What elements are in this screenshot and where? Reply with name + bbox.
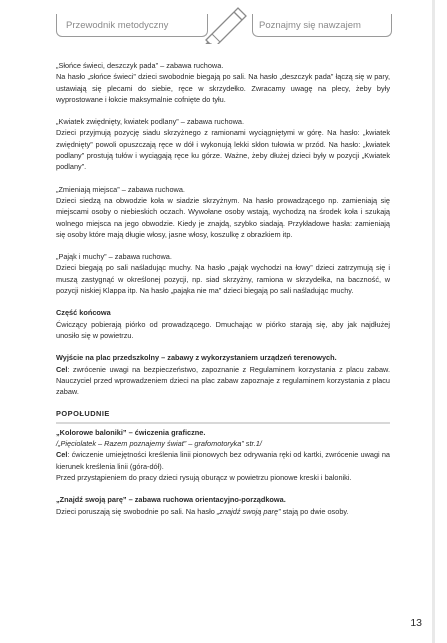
exercise-1-title: „Kolorowe baloniki” – ćwiczenia graficzne. [56, 427, 206, 437]
page-header [0, 0, 447, 46]
goal-label: Cel [56, 364, 68, 374]
exercise-2-title: „Znajdź swoją parę” – zabawa ruchowa orientacyjno-porządkowa. [56, 495, 286, 505]
exercise-1-text: Przed przystąpieniem do pracy dzieci rysują oburącz w powietrzu pionowe kreski i baloniki. [56, 472, 352, 482]
pen-icon [198, 4, 250, 44]
exercise-title: „Pająk i muchy” – zabawa ruchowa. [56, 252, 172, 262]
goal-text: : zwrócenie uwagi na bezpieczeństwo, zapoznanie z Regulaminem korzystania z placu zabaw. Nauczyciel przed wprowadzeniem dzieci na plac zabaw zapoznaje z regulaminem korzystania z placu zabaw. [56, 364, 390, 397]
header-right-title: Poznajmy się nawzajem [259, 20, 361, 31]
outdoor-goal [56, 364, 390, 398]
exercise-1-goal [56, 449, 390, 472]
closing-part-heading: Część końcowa [56, 308, 111, 318]
exercise-title: „Słońce świeci, deszczyk pada” – zabawa ruchowa. [56, 61, 224, 70]
exercise-2-text-c: stają po dwie osoby. [280, 506, 349, 516]
exercise-block [56, 251, 390, 296]
exercise-block [56, 184, 390, 240]
goal-label: Cel [56, 450, 68, 460]
afternoon-section-label: POPOŁUDNIE [56, 408, 390, 423]
exercise-text: Dzieci biegają po sali naśladując muchy. Na hasło „pająk wychodzi na łowy” dzieci zatrzymują się i muszą zastygnąć w określonej pozycji, np. siad skrzyżny, ramiona w skrzydełka, na baczność, w pozycji niskiej Klappa itp. Na hasło „pająka nie ma” dzieci biegają po sali naśladując muchy. [56, 263, 390, 296]
closing-part-text: Ćwiczący pobierają piórko od prowadzącego. Dmuchając w piórko starają się, aby jak najdłużej unosiło się w powietrzu. [56, 319, 390, 340]
exercise-2-text [56, 506, 390, 517]
page-content [56, 60, 390, 528]
exercise-block [56, 60, 390, 105]
exercise-block [56, 116, 390, 172]
closing-part-block [56, 307, 390, 341]
exercise-title: „Zmieniają miejsca” – zabawa ruchowa. [56, 184, 185, 194]
exercise-text: Dzieci siedzą na obwodzie koła w siadzie skrzyżnym. Na hasło prowadzącego np. zamieniają się miejscami osoby o niebieskich oczach. Wywołane osoby wstają, wychodzą na środek koła i szukają wolnego miejsca na jego obwodzie. Kiedy je znajdą, szybko siadają. Przykładowe hasła: zamieniają się osoby które mają długie włosy, jasne włosy, koszulkę z obrazkiem itp. [56, 195, 390, 239]
exercise-2-text-a: Dzieci poruszają się swobodnie po sali. Na hasło [56, 506, 217, 516]
exercise-title: „Kwiatek zwiędnięty, kwiatek podlany” – zabawa ruchowa. [56, 117, 245, 127]
goal-text: : ćwiczenie umiejętności kreślenia linii pionowych bez odrywania ręki od kartki, zwrócenie uwagi na kierunek kreślenia linii (góra-dół). [56, 450, 390, 471]
page-number: 13 [410, 617, 422, 629]
exercise-text: Dzieci przyjmują pozycję siadu skrzyżnego z ramionami wyciągniętymi w górę. Na hasło: „kwiatek zwiędnięty” powoli opuszczają ręce w dół i wykonują lekki skłon tułowia w przód. Na hasło: „kwiatek podlany” prostują tułów i wyciągają ręce ku górze. Ważne, żeby dłużej dzieci były w pozycji „Kwiatek podlany”. [56, 128, 390, 172]
afternoon-exercise-1 [56, 427, 390, 483]
header-left-title: Przewodnik metodyczny [66, 20, 169, 31]
afternoon-exercise-2 [56, 494, 390, 517]
page-edge-mark [432, 0, 435, 643]
exercise-text: Na hasło „słońce świeci” dzieci swobodnie biegają po sali. Na hasło „deszczyk pada” łączą się w pary, ustawiają się plecami do siebie, ręce w skrzydełko. Zwracamy uwagę na plecy, żeby były wyprostowane i łokcie maksymalnie cofnięte do tyłu. [56, 72, 390, 104]
outdoor-heading: Wyjście na plac przedszkolny – zabawy z wykorzystaniem urządzeń terenowych. [56, 353, 337, 363]
exercise-1-source: /„Pięciolatek – Razem poznajemy świat” – grafomotoryka” str.1/ [56, 439, 262, 449]
exercise-2-text-b: „znajdź swoją parę” [216, 506, 281, 516]
outdoor-block [56, 352, 390, 397]
